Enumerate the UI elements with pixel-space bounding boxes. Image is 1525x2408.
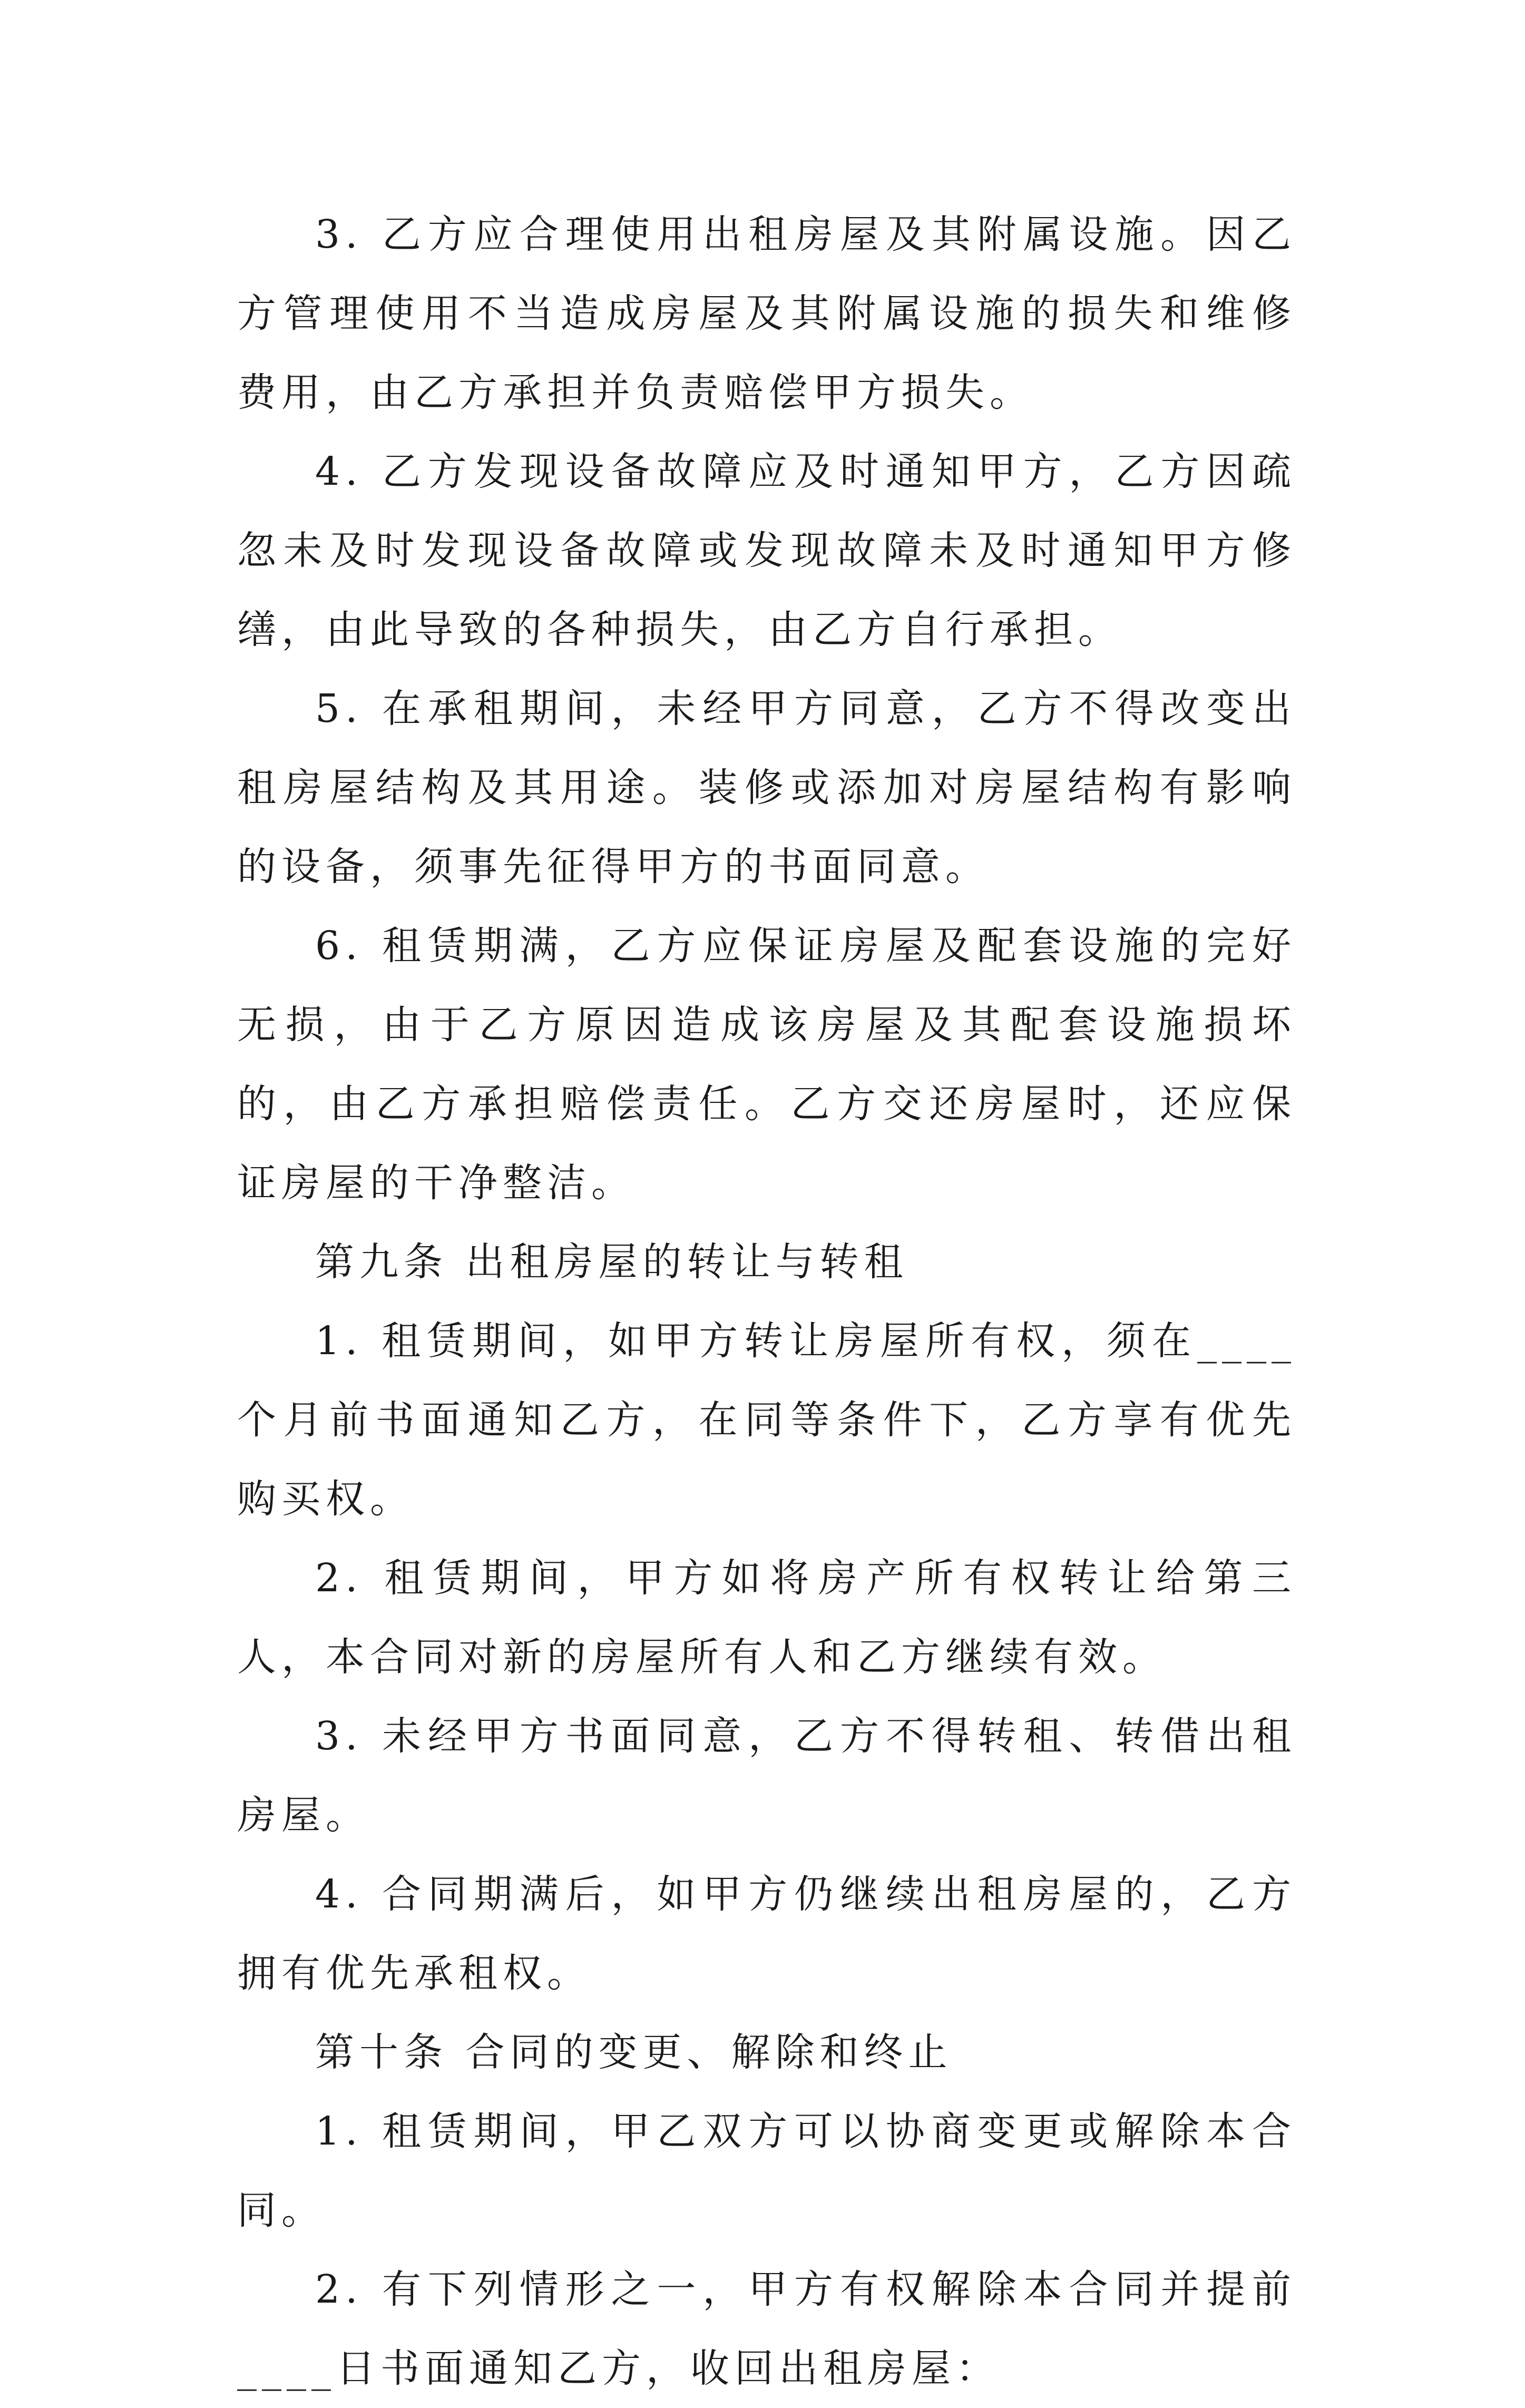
clause-paragraph-9-2: 2. 租赁期间，甲方如将房产所有权转让给第三人，本合同对新的房屋所有人和乙方继续有效。 [237,1555,1296,1680]
clause-paragraph-8-4: 4. 乙方发现设备故障应及时通知甲方，乙方因疏忽未及时发现设备故障或发现故障未及时通知甲方修缮，由此导致的各种损失，由乙方自行承担。 [237,449,1296,652]
document-body [237,195,1296,2408]
clause-paragraph-8-6: 6. 租赁期满，乙方应保证房屋及配套设施的完好无损，由于乙方原因造成该房屋及其配套设施损坏的，由乙方承担赔偿责任。乙方交还房屋时，还应保证房屋的干净整洁。 [237,923,1296,1206]
clause-paragraph-10-1: 1. 租赁期间，甲乙双方可以协商变更或解除本合同。 [237,2109,1296,2233]
clause-paragraph-9-4: 4. 合同期满后，如甲方仍继续出租房屋的，乙方拥有优先承租权。 [237,1872,1296,1996]
clause-paragraph-9-1: 1. 租赁期间，如甲方转让房屋所有权，须在____个月前书面通知乙方，在同等条件下，乙方享有优先购买权。 [237,1318,1296,1522]
clause-paragraph-8-5: 5. 在承租期间，未经甲方同意，乙方不得改变出租房屋结构及其用途。装修或添加对房屋结构有影响的设备，须事先征得甲方的书面同意。 [237,686,1296,889]
clause-paragraph-10-2: 2. 有下列情形之一，甲方有权解除本合同并提前____日书面通知乙方，收回出租房屋： [237,2267,1296,2391]
article-9-heading: 第九条 出租房屋的转让与转租 [315,1239,908,1285]
clause-paragraph-9-3: 3. 未经甲方书面同意，乙方不得转租、转借出租房屋。 [237,1714,1296,1838]
article-10-heading: 第十条 合同的变更、解除和终止 [315,2030,953,2075]
clause-paragraph-8-3: 3. 乙方应合理使用出租房屋及其附属设施。因乙方管理使用不当造成房屋及其附属设施的损失和维修费用，由乙方承担并负责赔偿甲方损失。 [237,212,1296,415]
